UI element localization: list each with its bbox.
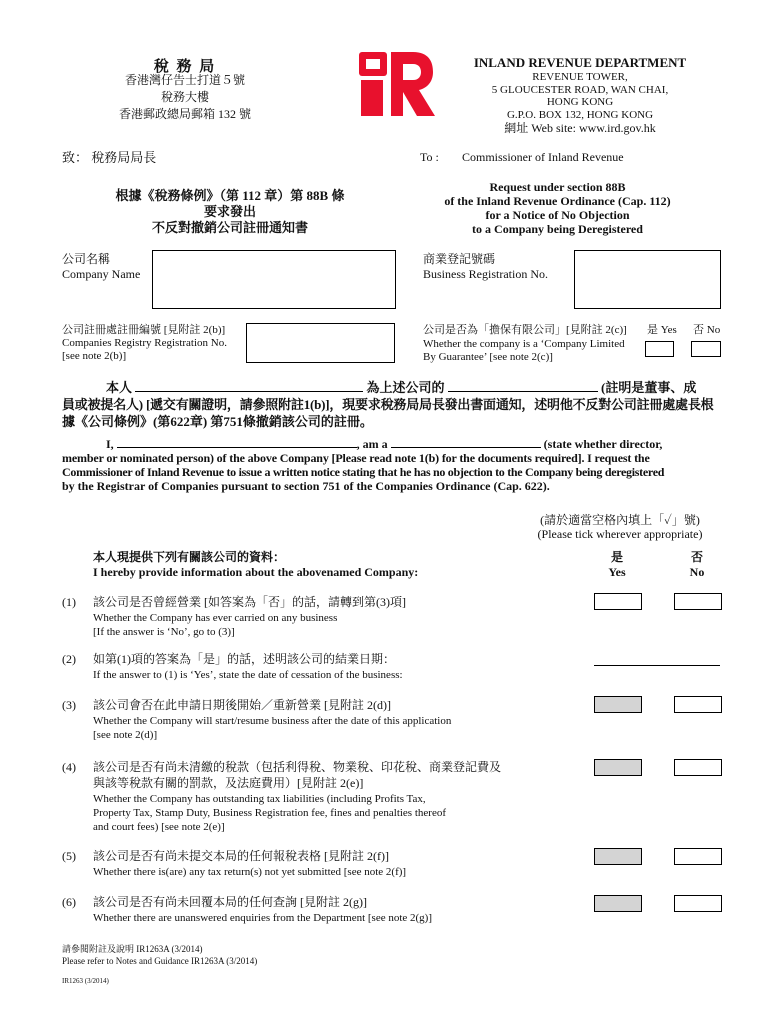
q3-text-en2: [see note 2(d)]	[93, 729, 158, 741]
footer-notes-en: Please refer to Notes and Guidance IR1263A (3/2014)	[62, 956, 258, 966]
q3-yes-checkbox[interactable]	[594, 696, 642, 713]
br-no-field[interactable]	[574, 250, 721, 309]
q4-no-checkbox[interactable]	[674, 759, 722, 776]
title-en-1: Request under section 88B	[489, 180, 626, 194]
declaration-zh-name-blank[interactable]	[135, 391, 363, 392]
zh-address-line1: 香港灣仔告士打道５號	[124, 73, 245, 87]
q2-number: (2)	[62, 652, 76, 666]
declaration-en-role-note: (state whether director,	[543, 437, 663, 451]
q2-text-zh: 如第(1)項的答案為「是」的話，述明該公司的結業日期：	[93, 652, 395, 666]
declaration-en-line2: member or nominated person) of the above Company [Please read note 1(b) for the documents required]. I request the	[62, 451, 650, 465]
guarantee-no-label: 否 No	[693, 324, 721, 336]
q4-number: (4)	[62, 760, 76, 774]
info-heading-zh: 本人現提供下列有關該公司的資料：	[93, 550, 286, 564]
declaration-zh-capacity: 為上述公司的	[366, 380, 445, 395]
q6-text-zh: 該公司是否有尚未回覆本局的任何查詢 [見附註 2(g)]	[93, 895, 367, 909]
column-no-en: No	[689, 565, 705, 579]
column-yes-en: Yes	[608, 565, 626, 579]
en-address-line4: G.P.O. BOX 132, HONG KONG	[506, 109, 654, 121]
cr-no-label-en2: [see note 2(b)]	[62, 350, 127, 362]
zh-address-line2: 稅務大樓	[160, 90, 209, 104]
declaration-zh-self: 本人	[106, 380, 133, 395]
q4-text-zh: 該公司是否有尚未清繳的稅款（包括利得稅、物業稅、印花稅、商業登記費及	[93, 760, 502, 774]
guarantee-label-zh: 公司是否為「擔保有限公司」[見附註 2(c)]	[423, 324, 627, 336]
title-en-3: for a Notice of No Objection	[485, 208, 630, 222]
declaration-en-line1	[62, 437, 722, 452]
q4-text-en1: Whether the Company has outstanding tax liabilities (including Profits Tax,	[93, 793, 426, 805]
q3-no-checkbox[interactable]	[674, 696, 722, 713]
declaration-en-line4: by the Registrar of Companies pursuant to section 751 of the Companies Ordinance (Cap. 622).	[62, 479, 550, 493]
declaration-en-line3: Commissioner of Inland Revenue to issue a written notice stating that he has no objection to the Company being deregistered	[62, 465, 665, 479]
q5-number: (5)	[62, 849, 76, 863]
title-zh-3: 不反對撤銷公司註冊通知書	[151, 220, 308, 235]
q6-text-en1: Whether there are unanswered enquiries from the Department [see note 2(g)]	[93, 912, 433, 924]
en-department-name: INLAND REVENUE DEPARTMENT	[473, 55, 687, 70]
column-no-zh: 否	[690, 550, 703, 564]
q5-yes-checkbox[interactable]	[594, 848, 642, 865]
en-address-line1: REVENUE TOWER,	[532, 71, 628, 83]
cr-no-field[interactable]	[246, 323, 395, 363]
q1-text-en1: Whether the Company has ever carried on any business	[93, 612, 338, 624]
to-en-label: To :	[420, 150, 439, 164]
q5-text-en1: Whether there is(are) any tax return(s) not yet submitted [see note 2(f)]	[93, 866, 407, 878]
q4-text-en3: and court fees) [see note 2(e)]	[93, 821, 225, 833]
title-en-4: to a Company being Deregistered	[472, 222, 643, 236]
form-code: IR1263 (3/2014)	[62, 977, 109, 985]
title-zh-2: 要求發出	[203, 204, 256, 219]
tick-note-en: (Please tick wherever appropriate)	[537, 527, 703, 541]
to-en-value: Commissioner of Inland Revenue	[462, 150, 624, 164]
q2-text-en1: If the answer to (1) is ‘Yes’, state the date of cessation of the business:	[93, 669, 403, 681]
website: 網址 Web site: www.ird.gov.hk	[504, 121, 656, 135]
en-address-line2: 5 GLOUCESTER ROAD, WAN CHAI,	[491, 84, 669, 96]
guarantee-yes-checkbox[interactable]	[645, 341, 674, 357]
br-no-label-en: Business Registration No.	[423, 267, 548, 281]
q5-no-checkbox[interactable]	[674, 848, 722, 865]
company-name-field[interactable]	[152, 250, 396, 309]
q3-text-zh: 該公司會否在此申請日期後開始／重新營業 [見附註 2(d)]	[93, 698, 391, 712]
q3-text-en1: Whether the Company will start/resume business after the date of this application	[93, 715, 452, 727]
title-en-2: of the Inland Revenue Ordinance (Cap. 112)	[444, 194, 671, 208]
to-zh: 致： 稅務局局長	[62, 150, 157, 165]
column-yes-zh: 是	[610, 550, 623, 564]
company-name-label-en: Company Name	[62, 267, 141, 281]
q2-cessation-date-line[interactable]	[594, 665, 720, 666]
br-no-label-zh: 商業登記號碼	[423, 252, 496, 266]
guarantee-yes-label: 是 Yes	[647, 324, 677, 336]
q3-number: (3)	[62, 698, 76, 712]
q1-no-checkbox[interactable]	[674, 593, 722, 610]
q4-text-en2: Property Tax, Stamp Duty, Business Registration fee, fines and penalties thereof	[93, 807, 446, 819]
guarantee-no-checkbox[interactable]	[691, 341, 721, 357]
q4-yes-checkbox[interactable]	[594, 759, 642, 776]
en-address-line3: HONG KONG	[546, 96, 614, 108]
guarantee-label-en2: By Guarantee’ [see note 2(c)]	[423, 351, 553, 363]
ird-logo	[357, 50, 437, 118]
company-name-label-zh: 公司名稱	[62, 252, 111, 266]
footer-notes-zh: 請參閱附註及說明 IR1263A (3/2014)	[62, 944, 203, 954]
q1-number: (1)	[62, 595, 76, 609]
declaration-en-am-a: , am a	[356, 437, 388, 451]
q6-yes-checkbox[interactable]	[594, 895, 642, 912]
q4-text-zh2: 與該等稅款有關的罰款，及法庭費用）[見附註 2(e)]	[93, 776, 364, 790]
declaration-zh-role-blank[interactable]	[448, 391, 598, 392]
cr-no-label-zh: 公司註冊處註冊編號 [見附註 2(b)]	[62, 324, 226, 336]
cr-no-label-en1: Companies Registry Registration No.	[62, 337, 227, 349]
tick-note-zh: (請於適當空格內填上「✓」號)	[540, 513, 700, 527]
declaration-en-role-blank[interactable]	[391, 447, 541, 448]
declaration-en-name-blank[interactable]	[117, 447, 357, 448]
zh-address-line3: 香港郵政總局郵箱 132 號	[118, 107, 251, 121]
declaration-en-self: I,	[106, 437, 114, 451]
declaration-zh-line3: 據《公司條例》(第622章) 第751條撤銷該公司的註冊。	[62, 414, 373, 429]
guarantee-label-en1: Whether the company is a ‘Company Limited	[423, 338, 625, 350]
q1-text-en2: [If the answer is ‘No’, go to (3)]	[93, 626, 235, 638]
q5-text-zh: 該公司是否有尚未提交本局的任何報稅表格 [見附註 2(f)]	[93, 849, 389, 863]
q1-yes-checkbox[interactable]	[594, 593, 642, 610]
declaration-zh-role-note: (註明是董事、成	[601, 380, 697, 395]
q1-text-zh: 該公司是否曾經營業 [如答案為「否」的話，請轉到第(3)項]	[93, 595, 406, 609]
info-heading-en: I hereby provide information about the abovenamed Company:	[93, 565, 419, 579]
declaration-zh-line2: 員或被提名人) [遞交有關證明，請參照附註1(b)]，現要求稅務局局長發出書面通知，述明他不反對公司註冊處處長根	[62, 397, 714, 412]
title-zh-1: 根據《稅務條例》（第 112 章）第 88B 條	[115, 188, 345, 203]
q6-number: (6)	[62, 895, 76, 909]
q6-no-checkbox[interactable]	[674, 895, 722, 912]
declaration-zh-line1	[62, 380, 722, 396]
zh-department-name: 稅 務 局	[153, 59, 217, 75]
